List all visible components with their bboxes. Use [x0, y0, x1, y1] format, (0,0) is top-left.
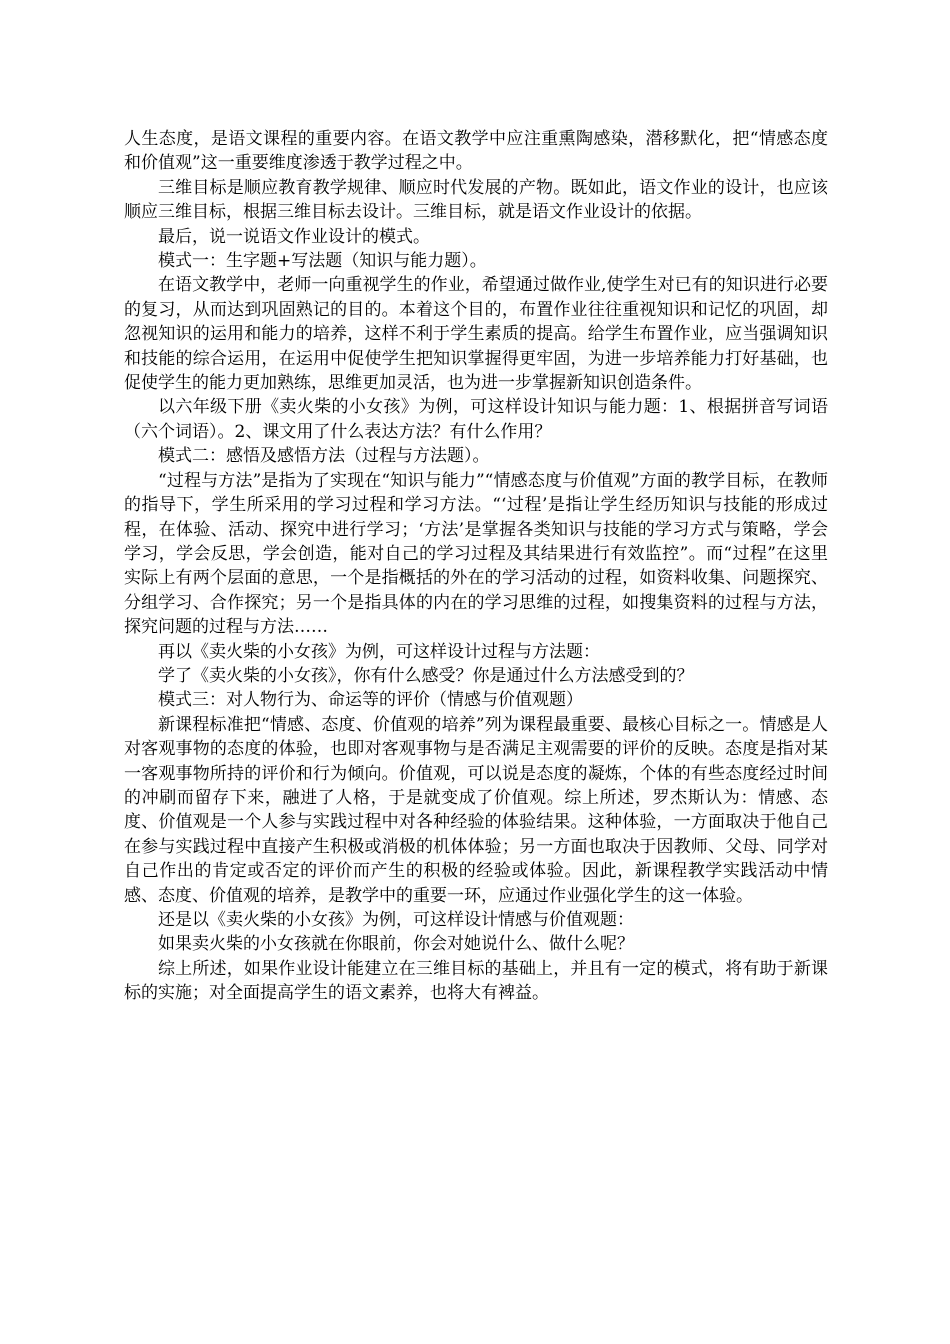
heading-model-one: 模式一：生字题+写法题（知识与能力题）。 — [158, 251, 487, 272]
heading-model-three: 模式三：对人物行为、命运等的评价（情感与价值观题） — [158, 690, 583, 711]
document-body — [124, 127, 828, 1006]
paragraph-three-dimensional-goals: 三维目标是顺应教育教学规律、顺应时代发展的产物。既如此，语文作业的设计，也应该顺应三维目标，根据三维目标去设计。三维目标，就是语文作业设计的依据。 — [124, 177, 828, 223]
paragraph-model-one-body: 在语文教学中，老师一向重视学生的作业，希望通过做作业,使学生对已有的知识进行必要的复习，从而达到巩固熟记的目的。本着这个目的，布置作业往往重视知识和记忆的巩固，却忽视知识的运用和能力的培养，这样不利于学生素质的提高。给学生布置作业，应当强调知识和技能的综合运用，在运用中促使学生把知识掌握得更牢固，为进一步培养能力打好基础，也促使学生的能力更加熟练，思维更加灵活，也为进一步掌握新知识创造条件。 — [124, 275, 828, 394]
paragraph-model-two-body: “过程与方法”是指为了实现在“知识与能力”“情感态度与价值观”方面的教学目标，在教师的指导下，学生所采用的学习过程和学习方法。“‘过程’是指让学生经历知识与技能的形成过程，在体验、活动、探究中进行学习；‘方法’是掌握各类知识与技能的学习方式与策略，学会学习，学会反思，学会创造，能对自己的学习过程及其结果进行有效监控”。而“过程”在这里实际上有两个层面的意思，一个是指概括的外在的学习活动的过程，如资料收集、问题探究、分组学习、合作探究；另一个是指具体的内在的学习思维的过程，如搜集资料的过程与方法，探究问题的过程与方法…… — [124, 470, 828, 638]
paragraph-model-three-example: 还是以《卖火柴的小女孩》为例，可这样设计情感与价值观题： — [158, 910, 634, 930]
paragraph-model-two-question: 学了《卖火柴的小女孩》，你有什么感受？你是通过什么方法感受到的？ — [158, 665, 694, 686]
paragraph-models-intro: 最后，说一说语文作业设计的模式。 — [158, 226, 430, 247]
paragraph-model-two-example: 再以《卖火柴的小女孩》为例，可这样设计过程与方法题： — [158, 641, 600, 662]
paragraph-continued: 人生态度，是语文课程的重要内容。在语文教学中应注重熏陶感染，潜移默化，把“情感态度和价值观”这一重要维度渗透于教学过程之中。 — [124, 129, 828, 174]
heading-model-two: 模式二：感悟及感悟方法（过程与方法题）。 — [158, 446, 490, 467]
paragraph-model-three-body: 新课程标准把“情感、态度、价值观的培养”列为课程最重要、最核心目标之一。情感是人对客观事物的态度的体验，也即对客观事物与是否满足主观需要的评价的反映。态度是指对某一客观事物所持的评价和行为倾向。价值观，可以说是态度的凝炼，个体的有些态度经过时间的冲刷而留存下来，融进了人格，于是就变成了价值观。综上所述，罗杰斯认为：情感、态度、价值观是一个人参与实践过程中对各种经验的体验结果。这种体验，一方面取决于他自己在参与实践过程中直接产生积极或消极的机体体验；另一方面也取决于因教师、父母、同学对自己作出的肯定或否定的评价而产生的积极的经验或体验。因此，新课程教学实践活动中情感、态度、价值观的培养，是教学中的重要一环，应通过作业强化学生的这一体验。 — [124, 714, 828, 906]
paragraph-model-one-example: 以六年级下册《卖火柴的小女孩》为例，可这样设计知识与能力题：1、根据拼音写词语（六个词语）。2、课文用了什么表达方法？有什么作用？ — [124, 397, 828, 442]
paragraph-model-three-question: 如果卖火柴的小女孩就在你眼前，你会对她说什么、做什么呢？ — [158, 934, 634, 955]
paragraph-conclusion: 综上所述，如果作业设计能建立在三维目标的基础上，并且有一定的模式，将有助于新课标的实施；对全面提高学生的语文素养，也将大有裨益。 — [124, 958, 828, 1004]
